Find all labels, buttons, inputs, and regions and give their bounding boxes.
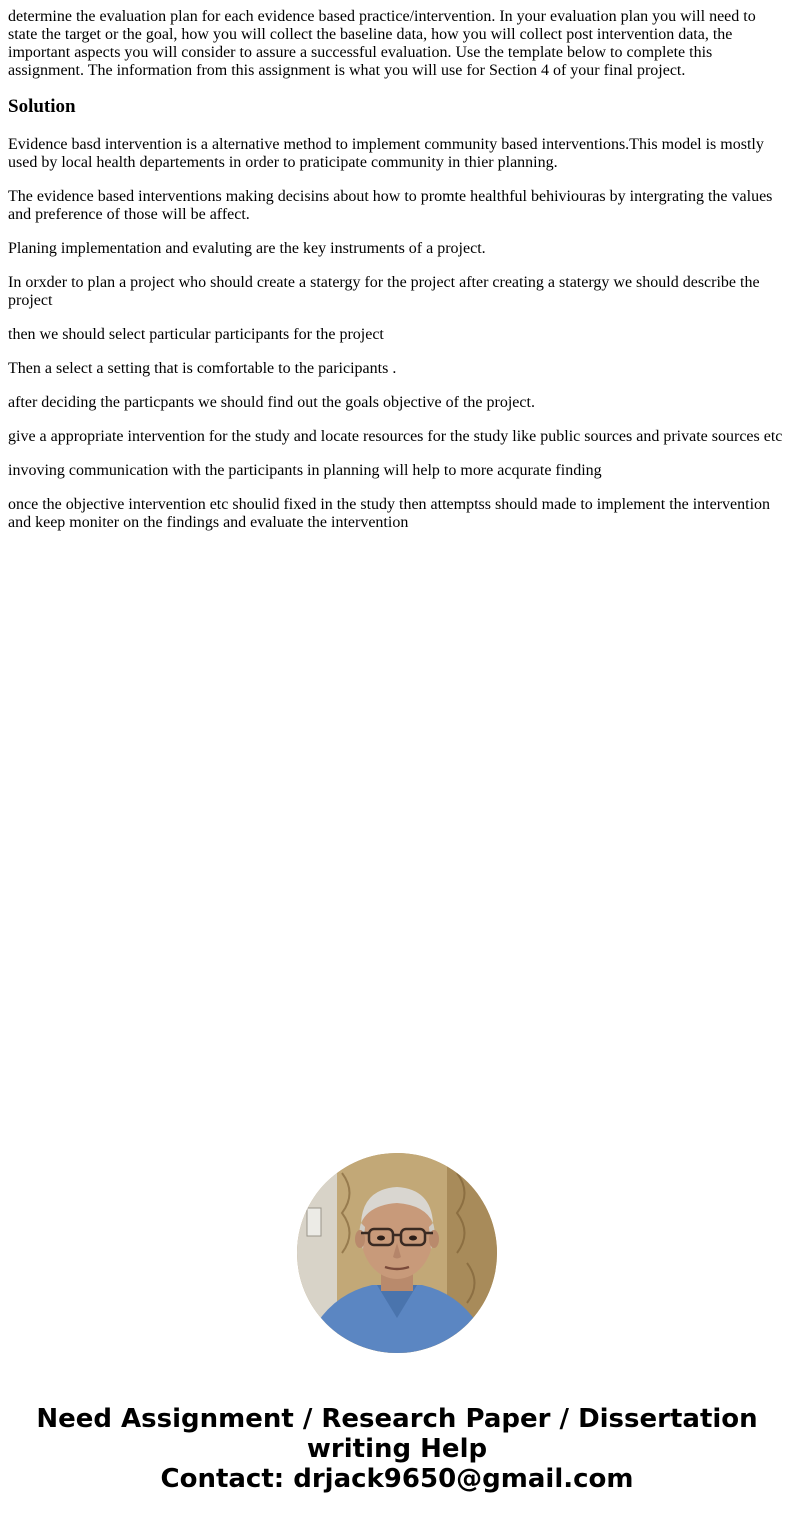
avatar: [297, 1153, 497, 1353]
solution-heading: Solution: [8, 96, 76, 117]
solution-paragraph-7: after deciding the particpants we should find out the goals objective of the project.: [8, 394, 535, 411]
solution-paragraph-10: once the objective intervention etc shoulid fixed in the study then attemptss should made to implement the intervention and keep moniter on the findings and evaluate the intervention: [8, 496, 771, 531]
promo-headline: Need Assignment / Research Paper / Dissertation writing Help: [36, 1404, 758, 1464]
promo-banner: [0, 1404, 794, 1494]
avatar-portrait: [297, 1153, 497, 1353]
solution-paragraph-8: give a appropriate intervention for the study and locate resources for the study like public sources and private sources etc: [8, 428, 783, 445]
solution-paragraph-9: invoving communication with the participants in planning will help to more acqurate finding: [8, 462, 602, 479]
solution-paragraph-4: In orxder to plan a project who should create a statergy for the project after creating a statergy we should describe the project: [8, 274, 760, 309]
solution-paragraph-6: Then a select a setting that is comfortable to the paricipants .: [8, 360, 397, 377]
solution-paragraph-3: Planing implementation and evaluting are the key instruments of a project.: [8, 240, 486, 257]
promo-contact: Contact: drjack9650@gmail.com: [160, 1464, 634, 1494]
solution-paragraph-2: The evidence based interventions making decisins about how to promte healthful behiviouras by intergrating the values and preference of those will be affect.: [8, 188, 773, 223]
solution-paragraph-5: then we should select particular participants for the project: [8, 326, 384, 343]
document-body: [8, 8, 786, 548]
intro-paragraph: determine the evaluation plan for each evidence based practice/intervention. In your evaluation plan you will need to state the target or the goal, how you will collect the baseline data, how you will collect post intervention data, the important aspects you will consider to assure a successful evaluation. Use the template below to complete this assignment. The information from this assignment is what you will use for Section 4 of your final project.: [8, 8, 756, 79]
solution-paragraph-1: Evidence basd intervention is a alternative method to implement community based interventions.This model is mostly used by local health departements in order to praticipate community in thier planning.: [8, 136, 764, 171]
